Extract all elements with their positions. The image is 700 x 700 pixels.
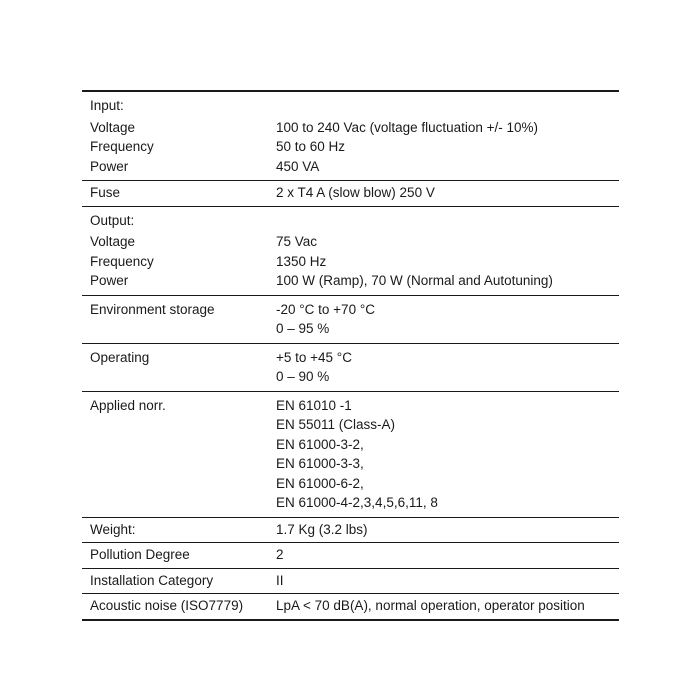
table-row-installation-category bbox=[82, 569, 619, 595]
table-row-operating bbox=[82, 344, 619, 392]
table-row-output bbox=[82, 207, 619, 296]
table-row-fuse bbox=[82, 181, 619, 207]
applied-norr-item: EN 61010 -1 bbox=[276, 397, 352, 413]
table-row-environment-storage bbox=[82, 296, 619, 344]
environment-storage-humidity: 0 – 95 % bbox=[276, 321, 330, 336]
applied-norr-item: EN 61000-3-2, bbox=[276, 436, 364, 452]
fuse-label: Fuse bbox=[90, 185, 121, 200]
input-voltage-value: 100 to 240 Vac (voltage fluctuation +/- 10%) bbox=[276, 119, 539, 135]
operating-humidity: 0 – 90 % bbox=[276, 369, 330, 384]
output-voltage-label: Voltage bbox=[90, 234, 136, 249]
input-voltage-label: Voltage bbox=[90, 119, 136, 135]
output-heading: Output: bbox=[90, 212, 135, 228]
installation-category-label: Installation Category bbox=[90, 572, 214, 588]
fuse-value: 2 x T4 A (slow blow) 250 V bbox=[276, 185, 435, 200]
weight-label: Weight: bbox=[90, 521, 136, 537]
acoustic-noise-value: LpA < 70 dB(A), normal operation, operator position bbox=[276, 598, 585, 613]
operating-temperature: +5 to +45 °C bbox=[276, 349, 352, 365]
applied-norr-item: EN 61000-4-2,3,4,5,6,11, 8 bbox=[276, 495, 438, 510]
output-frequency-label: Frequency bbox=[90, 253, 154, 269]
input-values bbox=[276, 96, 619, 176]
input-labels bbox=[82, 96, 276, 176]
environment-storage-temperature: -20 °C to +70 °C bbox=[276, 301, 375, 317]
output-labels bbox=[82, 211, 276, 291]
installation-category-value: II bbox=[276, 572, 284, 588]
environment-storage-label: Environment storage bbox=[90, 301, 215, 317]
output-power-label: Power bbox=[90, 273, 129, 288]
weight-value: 1.7 Kg (3.2 lbs) bbox=[276, 521, 368, 537]
applied-norr-label: Applied norr. bbox=[90, 397, 166, 413]
table-row-acoustic-noise bbox=[82, 594, 619, 621]
specifications-table bbox=[82, 90, 619, 621]
operating-label: Operating bbox=[90, 349, 150, 365]
table-row-pollution-degree bbox=[82, 543, 619, 569]
input-power-label: Power bbox=[90, 158, 129, 174]
input-power-value: 450 VA bbox=[276, 158, 320, 174]
applied-norr-item: EN 61000-6-2, bbox=[276, 475, 364, 491]
pollution-degree-value: 2 bbox=[276, 547, 284, 562]
output-voltage-value: 75 Vac bbox=[276, 234, 318, 249]
table-row-weight bbox=[82, 518, 619, 544]
output-power-value: 100 W (Ramp), 70 W (Normal and Autotuning) bbox=[276, 273, 553, 288]
output-values bbox=[276, 211, 619, 291]
input-frequency-value: 50 to 60 Hz bbox=[276, 139, 346, 154]
pollution-degree-label: Pollution Degree bbox=[90, 547, 190, 562]
table-row-input bbox=[82, 92, 619, 181]
applied-norr-item: EN 55011 (Class-A) bbox=[276, 417, 396, 432]
input-frequency-label: Frequency bbox=[90, 139, 154, 154]
input-heading: Input: bbox=[90, 98, 124, 113]
table-row-applied-norr bbox=[82, 392, 619, 518]
output-frequency-value: 1350 Hz bbox=[276, 253, 327, 269]
applied-norr-item: EN 61000-3-3, bbox=[276, 456, 364, 471]
acoustic-noise-label: Acoustic noise (ISO7779) bbox=[90, 598, 244, 613]
